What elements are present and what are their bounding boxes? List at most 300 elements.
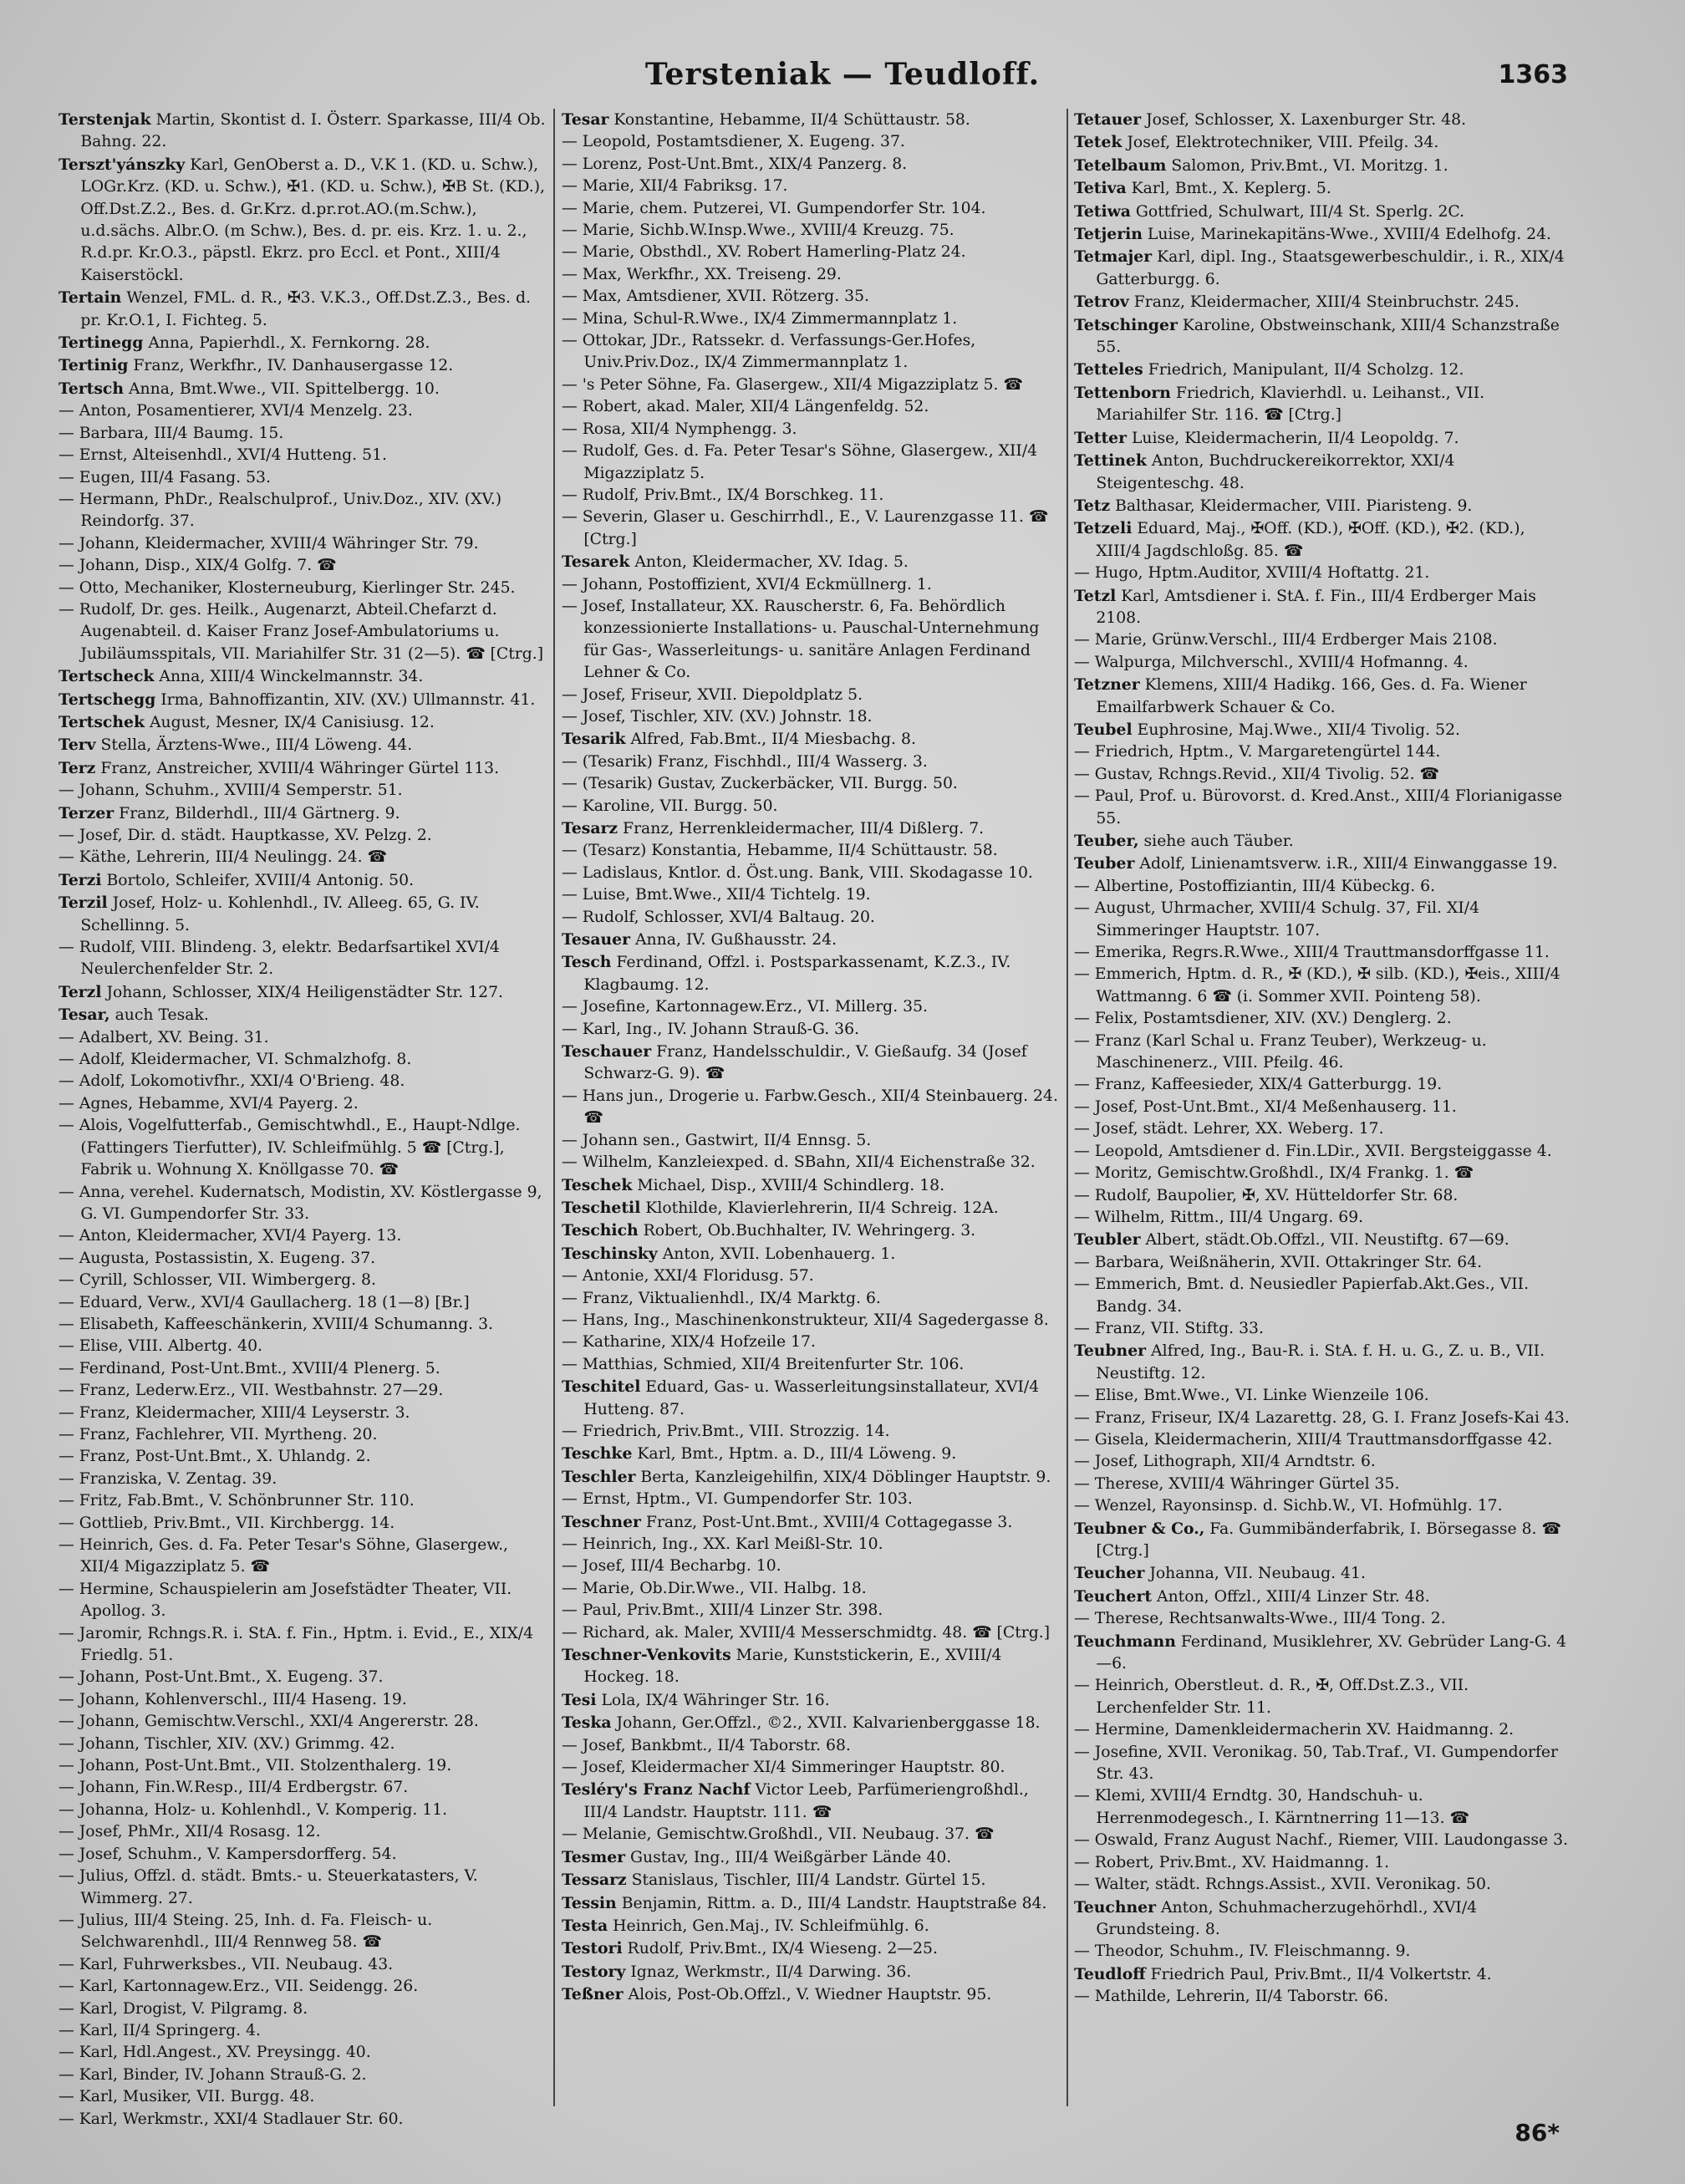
directory-entry	[562, 131, 1059, 153]
entry-surname: Tesar	[562, 110, 609, 129]
directory-entry	[1074, 1385, 1571, 1407]
entry-details: Martin, Skontist d. I. Österr. Sparkasse, III/4 Ob. Bahng. 22.	[80, 111, 546, 151]
entry-details: — Johann, Fin.W.Resp., III/4 Erdbergstr. 67.	[59, 1779, 409, 1797]
entry-details: — Hans, Ing., Maschinenkonstrukteur, XII/4 Sagedergasse 8.	[562, 1311, 1049, 1329]
entry-details: — Marie, Obsthdl., XV. Robert Hamerling-Platz 24.	[562, 243, 966, 262]
entry-details: — Oswald, Franz August Nachf., Riemer, VIII. Laudongasse 3.	[1074, 1831, 1569, 1850]
directory-entry	[59, 1800, 550, 1821]
directory-entry	[59, 1424, 550, 1446]
entry-surname: Teuber,	[1074, 832, 1139, 850]
directory-entry	[1074, 1118, 1571, 1140]
page-header	[0, 57, 1685, 99]
entry-details: — Josef, Dir. d. städt. Hauptkasse, XV. Pelzg. 2.	[59, 827, 432, 844]
directory-entry	[59, 109, 550, 154]
directory-entry	[1074, 131, 1571, 154]
entry-details: — Friedrich, Priv.Bmt., VIII. Strozzig. 14.	[562, 1422, 890, 1440]
entry-surname: Tetzner	[1074, 675, 1140, 695]
entry-details: Johanna, VII. Neubaug. 41.	[1144, 1565, 1366, 1583]
directory-entry	[562, 907, 1059, 929]
directory-entry	[1074, 1207, 1571, 1229]
directory-entry	[1074, 1163, 1571, 1184]
directory-entry	[59, 1027, 550, 1049]
directory-entry	[1074, 898, 1571, 942]
directory-entry	[1074, 495, 1571, 517]
entry-details: Anton, Schuhmacherzugehörhdl., XVI/4 Grundsteing. 8.	[1096, 1898, 1478, 1938]
directory-entry	[1074, 942, 1571, 964]
directory-entry	[562, 154, 1059, 176]
entry-details: — Johann, Post-Unt.Bmt., VII. Stolzenthalerg. 19.	[59, 1757, 452, 1775]
directory-entry	[59, 1777, 550, 1799]
entry-details: Franz, Post-Unt.Bmt., XVIII/4 Cottagegasse 3.	[640, 1513, 1013, 1531]
directory-entry	[562, 1824, 1059, 1845]
entry-details: Franz, Herrenkleidermacher, III/4 Dißlerg. 7.	[618, 820, 985, 837]
directory-entry	[59, 2086, 550, 2108]
entry-details: — Walter, städt. Rchngs.Assist., XVII. Veronikag. 50.	[1074, 1876, 1491, 1894]
entry-surname: Teßner	[562, 1985, 624, 2004]
entry-details: Gustav, Ing., III/4 Weißgärber Lände 40.	[625, 1848, 952, 1866]
entry-surname: Testori	[562, 1939, 623, 1958]
entry-details: Karl, dipl. Ing., Staatsgewerbeschuldir., i. R., XIX/4 Gatterburgg. 6.	[1096, 248, 1565, 288]
directory-entry	[1074, 1719, 1571, 1741]
entry-details: — Franz, Fachlehrer, VII. Myrtheng. 20.	[59, 1425, 378, 1443]
directory-entry	[59, 1623, 550, 1667]
entry-details: Michael, Disp., XVIII/4 Schindlerg. 18.	[632, 1176, 945, 1194]
entry-details: — Rudolf, Priv.Bmt., IX/4 Borschkeg. 11.	[562, 486, 884, 504]
entry-details: Anna, Bmt.Wwe., VII. Spittelbergg. 10.	[124, 379, 440, 398]
directory-entry	[59, 1248, 550, 1270]
directory-entry	[59, 1292, 550, 1314]
entry-details: — Josef, Schuhm., V. Kampersdorfferg. 54.	[59, 1845, 397, 1863]
entry-details: Johann, Ger.Offzl., ©2., XVII. Kalvarienberggasse 18.	[611, 1714, 1041, 1733]
entry-details: Friedrich Paul, Priv.Bmt., II/4 Volkertstr. 4.	[1145, 1965, 1492, 1983]
entry-details: — Heinrich, Ges. d. Fa. Peter Tesar's Söhne, Glasergew., XII/4 Migazziplatz 5. ☎	[59, 1536, 509, 1576]
entry-details: Salomon, Priv.Bmt., VI. Moritzg. 1.	[1166, 156, 1448, 175]
entry-details: — Max, Amtsdiener, XVII. Rötzerg. 35.	[562, 288, 870, 306]
entry-details: — Karl, Kartonnagew.Erz., VII. Seidengg. 26.	[59, 1978, 419, 1996]
directory-entry	[1074, 1608, 1571, 1630]
entry-details: — Josef, PhMr., XII/4 Rosasg. 12.	[59, 1823, 321, 1841]
entry-details: — Max, Werkfhr., XX. Treiseng. 29.	[562, 265, 842, 283]
entry-details: — Barbara, III/4 Baumg. 15.	[59, 424, 284, 442]
directory-entry	[59, 489, 550, 533]
directory-entry	[59, 400, 550, 422]
entry-surname: Tettenborn	[1074, 383, 1171, 402]
entry-details: Karl, Bmt., Hptm. a. D., III/4 Löweng. 9.	[632, 1445, 957, 1464]
entry-details: — Johann, Kleidermacher, XVIII/4 Währinger Str. 79.	[59, 534, 479, 552]
directory-entry	[1074, 1963, 1571, 1986]
entry-surname: Teuber	[1074, 854, 1135, 873]
entry-surname: Terzl	[59, 982, 102, 1001]
directory-entry	[562, 1846, 1059, 1869]
entry-details: — Matthias, Schmied, XII/4 Breitenfurter Str. 106.	[562, 1355, 965, 1373]
entry-details: Friedrich, Klavierhdl. u. Leihanst., VII. Mariahilfer Str. 116. ☎ [Ctrg.]	[1096, 384, 1485, 425]
entry-details: — Johann sen., Gastwirt, II/4 Ennsg. 5.	[562, 1131, 872, 1149]
directory-entry	[562, 286, 1059, 308]
entry-details: — Agnes, Hebamme, XVI/4 Payerg. 2.	[59, 1094, 359, 1112]
entry-details: — Rudolf, VIII. Blindeng. 3, elektr. Bedarfsartikel XVI/4 Neulerchenfelder Str. 2.	[59, 939, 500, 979]
entry-details: — Emmerich, Hptm. d. R., ✠ (KD.), ✠ silb. (KD.), ✠eis., XIII/4 Wattmanng. 6 ☎ (i. Sommer XVII. Pointeng 58).	[1074, 965, 1560, 1005]
column-divider	[553, 109, 555, 2106]
entry-details: Albert, städt.Ob.Offzl., VII. Neustiftg. 67—69.	[1140, 1231, 1509, 1250]
entry-surname: Terzil	[59, 893, 108, 913]
entry-details: Victor Leeb, Parfümeriengroßhdl., III/4 Landstr. Hauptstr. 111. ☎	[583, 1781, 1029, 1821]
directory-entry	[59, 332, 550, 354]
entry-details: — Adolf, Lokomotivfhr., XXI/4 O'Brieng. 48.	[59, 1072, 405, 1091]
directory-entry	[1074, 1631, 1571, 1676]
directory-entry	[562, 396, 1059, 418]
directory-entry	[1074, 786, 1571, 830]
entry-details: — Emerika, Regrs.R.Wwe., XIII/4 Trauttmansdorffgasse 11.	[1074, 944, 1550, 962]
entry-details: Bortolo, Schleifer, XVIII/4 Antonig. 50.	[101, 871, 415, 889]
directory-entry	[562, 817, 1059, 840]
entry-details: Wenzel, FML. d. R., ✠3. V.K.3., Off.Dst.Z.3., Bes. d. pr. Kr.O.1, I. Fichteg. 5.	[80, 289, 531, 329]
entry-details: — Franz, Post-Unt.Bmt., X. Uhlandg. 2.	[59, 1448, 371, 1466]
entry-details: — Gustav, Rchngs.Revid., XII/4 Tivolig. 52. ☎	[1074, 765, 1439, 783]
directory-entry	[562, 176, 1059, 197]
directory-entry	[562, 1197, 1059, 1219]
directory-entry	[1074, 450, 1571, 495]
entry-details: Rudolf, Priv.Bmt., IX/4 Wieseng. 2—25.	[622, 1940, 938, 1958]
directory-entry	[562, 1511, 1059, 1534]
directory-entry	[59, 1115, 550, 1181]
directory-entry	[562, 1489, 1059, 1510]
entry-surname: Teubner & Co.,	[1074, 1519, 1205, 1538]
directory-entry	[59, 1711, 550, 1733]
entry-surname: Tertain	[59, 288, 122, 308]
entry-details: — Hermine, Damenkleidermacherin XV. Haidmanng. 2.	[1074, 1721, 1514, 1739]
directory-entry	[59, 757, 550, 780]
entry-details: Johann, Schlosser, XIX/4 Heiligenstädter Str. 127.	[101, 983, 503, 1001]
entry-surname: Tesléry's Franz Nachf	[562, 1780, 751, 1800]
entry-details: — Melanie, Gemischtw.Großhdl., VII. Neubaug. 37. ☎	[562, 1825, 995, 1844]
entry-details: Klothilde, Klavierlehrerin, II/4 Schreig. 12A.	[640, 1199, 999, 1217]
directory-entry	[59, 423, 550, 445]
directory-entry	[1074, 201, 1571, 223]
directory-entry	[59, 1755, 550, 1777]
entry-surname: Teschetil	[562, 1198, 641, 1217]
entry-details: — Karl, Musiker, VII. Burgg. 48.	[59, 2088, 315, 2106]
entry-details: — Luise, Bmt.Wwe., XII/4 Tichtelg. 19.	[562, 886, 871, 904]
directory-entry	[1074, 1941, 1571, 1963]
entry-details: Stella, Ärztens-Wwe., III/4 Löweng. 44.	[95, 736, 413, 755]
entry-details: — Eduard, Verw., XVI/4 Gaullacherg. 18 (1—8) [Br.]	[59, 1293, 470, 1311]
entry-surname: Terz	[59, 758, 96, 777]
directory-entry	[562, 1174, 1059, 1197]
entry-details: — Hans jun., Drogerie u. Farbw.Gesch., XII/4 Steinbauerg. 24. ☎	[562, 1087, 1058, 1128]
entry-details: Luise, Marinekapitäns-Wwe., XVIII/4 Edelhofg. 24.	[1142, 226, 1552, 244]
entry-details: Eduard, Gas- u. Wasserleitungsinstallateur, XVI/4 Hutteng. 87.	[583, 1378, 1040, 1418]
entry-details: Alfred, Ing., Bau-R. i. StA. f. H. u. G., Z. u. B., VII. Neustiftg. 12.	[1096, 1342, 1545, 1382]
entry-details: Irma, Bahnoffizantin, XIV. (XV.) Ullmannstr. 41.	[155, 690, 536, 709]
entry-details: — Franz, Friseur, IX/4 Lazarettg. 28, G. I. Franz Josefs-Kai 43.	[1074, 1408, 1570, 1427]
directory-entry	[562, 728, 1059, 751]
directory-entry	[562, 685, 1059, 706]
entry-details: Eduard, Maj., ✠Off. (KD.), ✠Off. (KD.), ✠2. (KD.), XIII/4 Jagdschloßg. 85. ☎	[1096, 520, 1525, 560]
entry-surname: Teska	[562, 1713, 612, 1733]
directory-entry	[59, 533, 550, 555]
directory-entry	[1074, 1562, 1571, 1585]
directory-entry	[59, 1667, 550, 1688]
entry-details: Luise, Kleidermacherin, II/4 Leopoldg. 7.	[1126, 429, 1459, 447]
entry-details: — Marie, Grünw.Verschl., III/4 Erdberger Mais 2108.	[1074, 631, 1498, 649]
directory-entry	[59, 1270, 550, 1291]
entry-surname: Tetmajer	[1074, 247, 1153, 267]
entry-details: — Moritz, Gemischtw.Großhdl., IX/4 Frankg. 1. ☎	[1074, 1164, 1474, 1183]
entry-details: — Karl, Drogist, V. Pilgramg. 8.	[59, 1999, 308, 2018]
entry-details: Benjamin, Rittm. a. D., III/4 Landstr. Hauptstraße 84.	[616, 1894, 1047, 1912]
entry-surname: Terv	[59, 736, 96, 755]
directory-entry	[59, 1314, 550, 1336]
entry-details: — Felix, Postamtsdiener, XIV. (XV.) Denglerg. 2.	[1074, 1010, 1452, 1028]
directory-entry	[562, 1310, 1059, 1331]
directory-entry	[59, 1866, 550, 1910]
directory-entry	[1074, 155, 1571, 177]
directory-entry	[59, 1004, 550, 1026]
entry-details: — Franz, Viktualienhdl., IX/4 Marktg. 6.	[562, 1289, 881, 1307]
entry-details: — Karoline, VII. Burgg. 50.	[562, 797, 778, 815]
entry-details: — Alois, Vogelfutterfab., Gemischtwhdl., E., Haupt-Ndlge. (Fattingers Tierfutter), IV. Schleifmühlg. 5 ☎ [Ctrg.], Fabrik u. Wohnung X. Knöllgasse 70. ☎	[59, 1117, 521, 1179]
entry-details: — Marie, Ob.Dir.Wwe., VII. Halbg. 18.	[562, 1579, 867, 1597]
directory-entry	[59, 802, 550, 825]
directory-entry	[59, 689, 550, 711]
directory-entry	[59, 2064, 550, 2086]
entry-details: — Wilhelm, Kanzleiexped. d. SBahn, XII/4 Eichenstraße 32.	[562, 1153, 1036, 1172]
entry-surname: Teschitel	[562, 1377, 641, 1397]
directory-entry	[1074, 1474, 1571, 1495]
entry-details: — Franziska, V. Zentag. 39.	[59, 1469, 277, 1488]
entry-details: — Jaromir, Rchngs.R. i. StA. f. Fin., Hptm. i. Evid., E., XIX/4 Friedlg. 51.	[59, 1624, 534, 1665]
directory-entry	[562, 1689, 1059, 1712]
entry-details: Franz, Bilderhdl., III/4 Gärtnerg. 9.	[114, 804, 400, 822]
entry-details: Fa. Gummibänderfabrik, I. Börsegasse 8. ☎ [Ctrg.]	[1096, 1520, 1561, 1560]
directory-entry	[1074, 1675, 1571, 1719]
directory-entry	[59, 1998, 550, 2020]
entry-surname: Teudloff	[1074, 1964, 1146, 1983]
entry-details: — Karl, Binder, IV. Johann Strauß-G. 2.	[59, 2065, 367, 2084]
directory-entry	[562, 1937, 1059, 1960]
entry-details: Stanislaus, Tischler, III/4 Landstr. Gürtel 15.	[626, 1871, 986, 1890]
entry-details: — Hermann, PhDr., Realschulprof., Univ.Doz., XIV. (XV.) Reindorfg. 37.	[59, 490, 502, 531]
directory-entry	[1074, 563, 1571, 584]
entry-details: — Franz, Kleidermacher, XIII/4 Leyserstr. 3.	[59, 1403, 410, 1422]
entry-details: — Josefine, Kartonnagew.Erz., VI. Millerg. 35.	[562, 998, 929, 1016]
entry-details: — Elisabeth, Kaffeeschänkerin, XVIII/4 Schumanng. 3.	[59, 1315, 493, 1333]
entry-details: — Ladislaus, Kntlor. d. Öst.ung. Bank, VIII. Skodagasse 10.	[562, 863, 1033, 882]
directory-entry	[1074, 1852, 1571, 1874]
entry-details: — Josef, Bankbmt., II/4 Taborstr. 68.	[562, 1736, 851, 1754]
page-title: Tersteniak — Teudloff.	[644, 57, 1041, 92]
directory-entry	[59, 825, 550, 847]
directory-entry	[59, 1513, 550, 1535]
directory-entry	[562, 551, 1059, 573]
directory-entry	[562, 1265, 1059, 1287]
directory-entry	[562, 996, 1059, 1018]
directory-entry	[59, 1071, 550, 1092]
entry-details: Konstantine, Hebamme, II/4 Schüttaustr. 58.	[608, 111, 970, 129]
entry-surname: Tetschinger	[1074, 315, 1178, 334]
entry-details: Franz, Werkfhr., IV. Danhausergasse 12.	[128, 357, 454, 375]
directory-entry	[1074, 517, 1571, 563]
directory-entry	[562, 264, 1059, 286]
directory-entry	[59, 445, 550, 466]
entry-details: — Paul, Prof. u. Bürovorst. d. Kred.Anst., XIII/4 Florianigasse 55.	[1074, 787, 1563, 827]
entry-surname: Tesmer	[562, 1847, 626, 1866]
directory-entry	[562, 1288, 1059, 1310]
entry-details: Klemens, XIII/4 Hadikg. 166, Ges. d. Fa. Wiener Emailfarbwerk Schauer & Co.	[1096, 676, 1527, 716]
entry-details: Anton, XVII. Lobenhauerg. 1.	[657, 1245, 896, 1263]
entry-details: — Karl, Werkmstr., XXI/4 Stadlauer Str. 60.	[59, 2110, 404, 2128]
entry-details: — Josef, Installateur, XX. Rauscherstr. 6, Fa. Behördlich konzessionierte Installations- u. Pauschal-Unternehmung für Gas-, Wasserleitungs- u. sanitäre Anlagen Ferdinand Lehner & Co.	[562, 597, 1040, 682]
directory-entry	[562, 1892, 1059, 1915]
entry-details: — Robert, Priv.Bmt., XV. Haidmanng. 1.	[1074, 1853, 1390, 1871]
entry-surname: Testa	[562, 1916, 608, 1935]
directory-entry	[562, 1243, 1059, 1265]
directory-entry	[1074, 1785, 1571, 1830]
entry-surname: Teuchert	[1074, 1586, 1153, 1606]
directory-entry	[1074, 291, 1571, 313]
entry-details: — Barbara, Weißnäherin, XVII. Ottakringer Str. 64.	[1074, 1253, 1483, 1271]
entry-details: — Franz, Kaffeesieder, XIX/4 Gatterburgg. 19.	[1074, 1076, 1443, 1094]
directory-entry	[59, 869, 550, 892]
entry-details: Balthasar, Kleidermacher, VIII. Piaristeng. 9.	[1110, 496, 1473, 515]
directory-entry	[59, 154, 550, 287]
directory-entry	[59, 1689, 550, 1711]
directory-entry	[1074, 629, 1571, 651]
directory-entry	[1074, 223, 1571, 246]
entry-details: Ferdinand, Musiklehrer, XV. Gebrüder Lang-G. 4—6.	[1096, 1632, 1567, 1673]
directory-entry	[59, 1733, 550, 1755]
entry-details: — Katharine, XIX/4 Hofzeile 17.	[562, 1333, 816, 1352]
entry-surname: Teuchner	[1074, 1897, 1157, 1917]
entry-surname: Tettinek	[1074, 451, 1147, 471]
entry-surname: Tesarek	[562, 552, 630, 572]
directory-entry	[59, 1403, 550, 1424]
directory-entry	[562, 308, 1059, 330]
directory-entry	[59, 1446, 550, 1468]
directory-entry	[1074, 1586, 1571, 1608]
directory-entry	[59, 578, 550, 599]
directory-entry	[562, 574, 1059, 596]
directory-entry	[562, 1354, 1059, 1376]
directory-entry	[562, 1779, 1059, 1824]
directory-entry	[59, 1225, 550, 1247]
directory-entry	[1074, 1986, 1571, 2008]
entry-details: — Johann, Schuhm., XVIII/4 Semperstr. 51.	[59, 781, 403, 800]
column-divider	[1066, 109, 1068, 2106]
entry-details: — Mathilde, Lehrerin, II/4 Taborstr. 66.	[1074, 1988, 1389, 2006]
entry-details: Marie, Kunststickerin, E., XVIII/4 Hockeg. 18.	[583, 1647, 1002, 1687]
directory-entry	[59, 1490, 550, 1512]
directory-entry	[1074, 764, 1571, 786]
directory-entry	[59, 1579, 550, 1623]
directory-entry	[562, 374, 1059, 396]
directory-entry	[562, 1421, 1059, 1443]
entry-details: Gottfried, Schulwart, III/4 St. Sperlg. 2C.	[1130, 202, 1465, 221]
directory-entry	[59, 1182, 550, 1226]
entry-details: Euphrosine, Maj.Wwe., XII/4 Tivolig. 52.	[1132, 720, 1460, 739]
directory-entry	[562, 1219, 1059, 1242]
entry-details: — Josef, Tischler, XIV. (XV.) Johnstr. 18.	[562, 707, 873, 725]
entry-details: — Leopold, Amtsdiener d. Fin.LDir., XVII. Bergsteiggasse 4.	[1074, 1142, 1552, 1160]
directory-entry	[562, 1622, 1059, 1644]
directory-entry	[562, 1915, 1059, 1937]
entry-details: — Ferdinand, Post-Unt.Bmt., XVIII/4 Plenerg. 5.	[59, 1359, 440, 1377]
directory-entry	[562, 596, 1059, 685]
entry-details: Friedrich, Manipulant, II/4 Scholzg. 12.	[1143, 361, 1464, 379]
entry-surname: Tertscheck	[59, 667, 155, 686]
entry-details: Karoline, Obstweinschank, XIII/4 Schanzstraße 55.	[1096, 316, 1560, 357]
entry-details: — Klemi, XVIII/4 Erndtg. 30, Handschuh- u. Herrenmodegesch., I. Kärntnerring 11—13. ☎	[1074, 1787, 1469, 1827]
directory-entry	[1074, 1031, 1571, 1075]
entry-surname: Tertsch	[59, 379, 125, 398]
directory-entry	[562, 751, 1059, 773]
directory-entry	[562, 1712, 1059, 1734]
directory-entry	[1074, 652, 1571, 674]
entry-details: — Johann, Gemischtw.Verschl., XXI/4 Angererstr. 28.	[59, 1713, 479, 1731]
directory-entry	[562, 109, 1059, 131]
directory-entry	[1074, 246, 1571, 291]
directory-entry	[562, 242, 1059, 263]
entry-details: — (Tesarz) Konstantia, Hebamme, II/4 Schüttaustr. 58.	[562, 842, 998, 860]
directory-entry	[59, 287, 550, 332]
directory-entry	[1074, 1518, 1571, 1563]
entry-details: — Richard, ak. Maler, XVIII/4 Messerschmidtg. 48. ☎ [Ctrg.]	[562, 1623, 1051, 1642]
page-number: 1363	[1498, 60, 1568, 89]
directory-entry	[1074, 585, 1571, 630]
entry-surname: Tetiva	[1074, 179, 1127, 198]
entry-surname: Tetrov	[1074, 293, 1129, 312]
directory-column-3	[1074, 109, 1571, 2110]
directory-entry	[59, 1336, 550, 1357]
directory-entry	[1074, 359, 1571, 381]
directory-entry	[1074, 853, 1571, 875]
entry-details: siehe auch Täuber.	[1138, 832, 1294, 850]
directory-entry	[562, 1961, 1059, 1983]
entry-details: — Anton, Kleidermacher, XVI/4 Payerg. 13.	[59, 1227, 402, 1245]
entry-details: Anton, Offzl., XIII/4 Linzer Str. 48.	[1152, 1587, 1430, 1606]
directory-entry	[59, 2042, 550, 2064]
directory-entry	[59, 734, 550, 756]
directory-entry	[562, 929, 1059, 951]
directory-entry	[59, 2109, 550, 2131]
entry-details: — Friedrich, Hptm., V. Margaretengürtel 144.	[1074, 743, 1441, 761]
directory-entry	[1074, 1874, 1571, 1896]
entry-details: — Anton, Posamentierer, XVI/4 Menzelg. 23.	[59, 402, 413, 420]
entry-surname: Teschler	[562, 1467, 636, 1486]
directory-entry	[1074, 109, 1571, 131]
entry-details: — 's Peter Söhne, Fa. Glasergew., XII/4 Migazziplatz 5. ☎	[562, 375, 1023, 394]
directory-entry	[59, 1049, 550, 1071]
directory-entry	[562, 1331, 1059, 1353]
directory-entry	[562, 1869, 1059, 1891]
entry-details: — Marie, chem. Putzerei, VI. Gumpendorfer Str. 104.	[562, 199, 986, 217]
directory-entry	[562, 1466, 1059, 1489]
directory-entry	[1074, 1185, 1571, 1207]
entry-surname: Teschinsky	[562, 1244, 658, 1263]
entry-details: Heinrich, Gen.Maj., IV. Schleifmühlg. 6.	[608, 1917, 929, 1935]
entry-surname: Tesi	[562, 1690, 597, 1709]
directory-entry	[562, 863, 1059, 884]
entry-surname: Tetzeli	[1074, 519, 1133, 538]
entry-details: — Käthe, Lehrerin, III/4 Neulingg. 24. ☎	[59, 848, 387, 867]
directory-entry	[59, 780, 550, 802]
entry-details: — Johann, Post-Unt.Bmt., X. Eugeng. 37.	[59, 1668, 384, 1687]
entry-details: Alfred, Fab.Bmt., II/4 Miesbachg. 8.	[625, 731, 916, 749]
entry-details: Karl, Bmt., X. Keplerg. 5.	[1126, 180, 1331, 198]
entry-details: — Josef, Lithograph, XII/4 Arndtstr. 6.	[1074, 1453, 1376, 1471]
entry-details: — Franz (Karl Schal u. Franz Teuber), Werkzeug- u. Maschinenerz., VIII. Pfeilg. 46.	[1074, 1031, 1487, 1072]
entry-details: — Johann, Tischler, XIV. (XV.) Grimmg. 42.	[59, 1734, 395, 1753]
